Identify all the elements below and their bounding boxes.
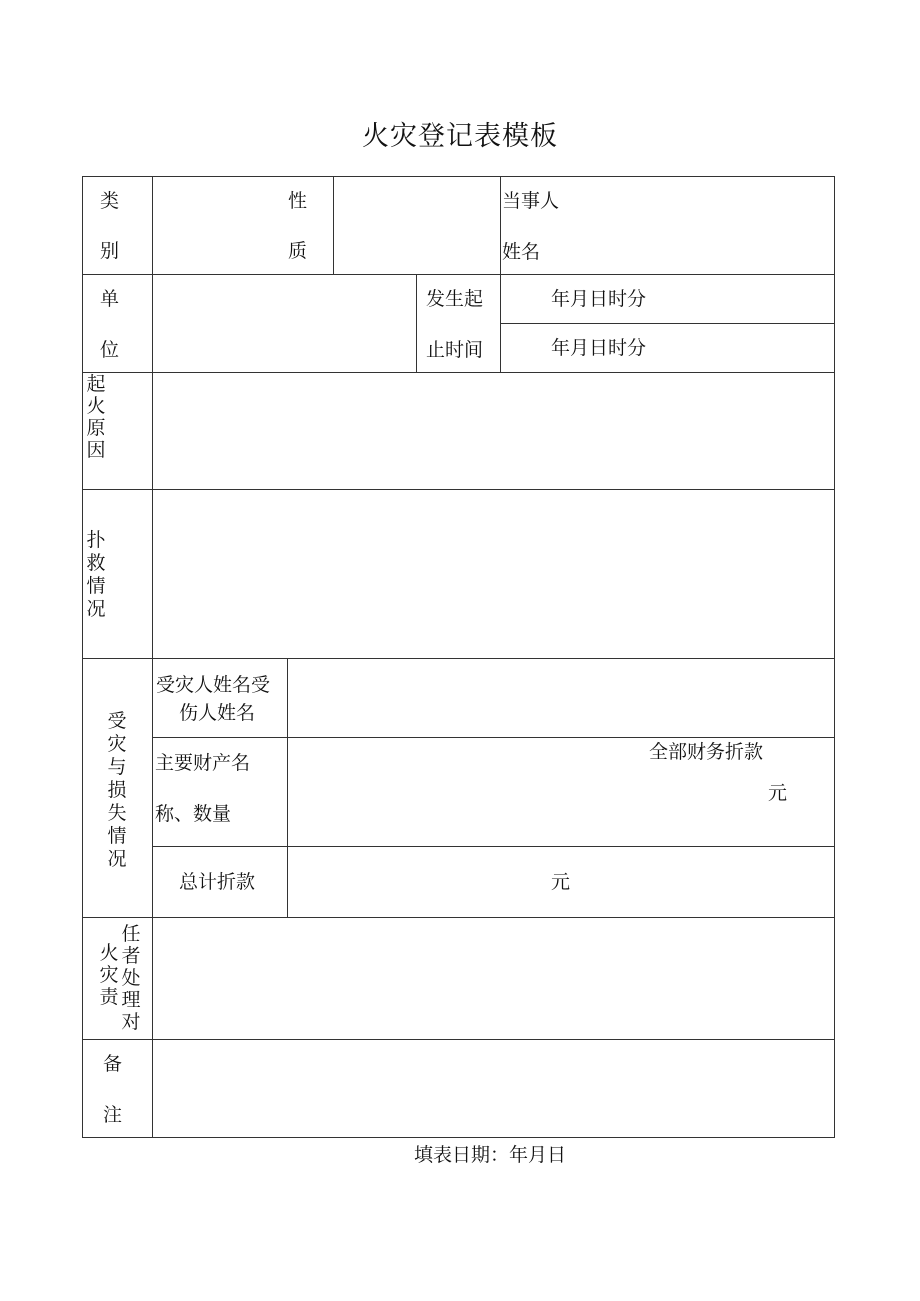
unit-label-2: 位 xyxy=(100,339,120,361)
victims-label-1: 受灾人姓名受 xyxy=(156,674,271,696)
sum-unit: 元 xyxy=(551,871,571,893)
property-label-2: 称、数量 xyxy=(155,803,232,825)
unit-label-1: 单 xyxy=(100,288,120,310)
loss-section-label: 受灾与损失情况 xyxy=(107,710,127,870)
fill-date-footer: 填表日期：年月日 xyxy=(413,1144,566,1166)
category-label-1: 类 xyxy=(100,190,120,212)
responsibility-label-left: 火灾责 xyxy=(99,942,119,1008)
rescue-label: 扑救情况 xyxy=(86,529,106,620)
page-title: 火灾登记表模板 xyxy=(362,121,558,152)
remarks-label-1: 备 xyxy=(103,1053,123,1075)
category-label-2: 别 xyxy=(100,240,120,262)
remarks-label-2: 注 xyxy=(103,1104,123,1126)
property-label-1: 主要财产名 xyxy=(155,752,251,774)
nature-label-1: 性 xyxy=(288,190,308,212)
occur-time-label-1: 发生起 xyxy=(426,288,484,310)
occur-time-label-2: 止时间 xyxy=(426,339,484,361)
party-label-2: 姓名 xyxy=(502,241,541,263)
victims-label-2: 伤人姓名 xyxy=(179,702,256,724)
end-time-value: 年月日时分 xyxy=(551,337,647,359)
total-discount-unit: 元 xyxy=(768,782,788,804)
total-discount-label: 全部财务折款 xyxy=(649,741,764,763)
fire-cause-label: 起火原因 xyxy=(86,373,106,461)
responsibility-label-right: 任者处理对 xyxy=(121,923,141,1033)
start-time-value: 年月日时分 xyxy=(551,288,647,310)
sum-label: 总计折款 xyxy=(179,871,256,893)
nature-label-2: 质 xyxy=(288,240,308,262)
party-label-1: 当事人 xyxy=(502,190,560,212)
